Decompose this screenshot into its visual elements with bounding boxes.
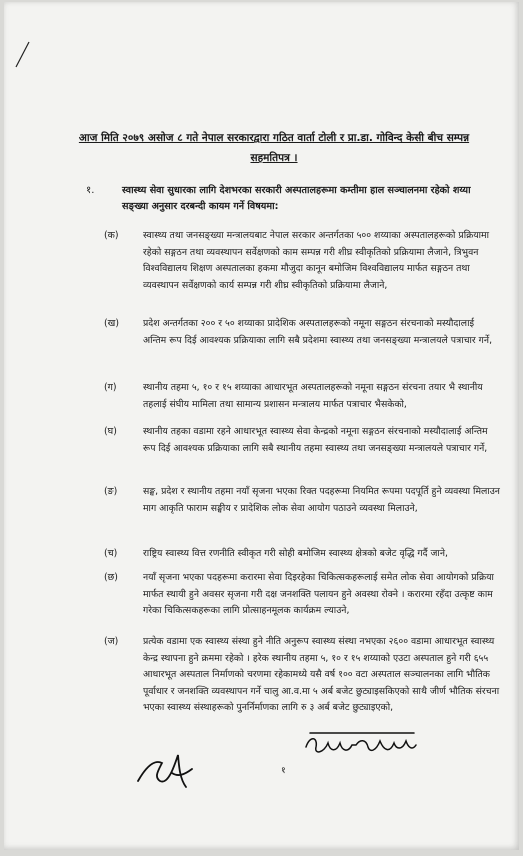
item-mark: (ख) <box>104 318 119 329</box>
item-text: प्रत्येक वडामा एक स्वास्थ्य संस्था हुने नीति अनुरूप स्वास्थ्य संस्था नभएका २६०० वडामा आधारभूत स्वास्थ्य केन्द्र स्थापना हुने क्रममा रहेको । हरेक स्थानीय तहमा ५, १० र १५ शय्याको एउटा अस्पताल हुने गरी ६५५ आधारभूत अस्पताल निर्माणको चरणमा रहेकामध्ये यसै वर्ष १०० वटा अस्पताल सञ्चालनका लागि भौतिक पूर्वाधार र जनशक्ति व्यवस्थापन गर्ने चालु आ.व.मा ५ अर्ब बजेट छुट्याइसकिएको साथै जीर्ण भौतिक संरचना भएका स्वास्थ्य संस्थाहरूको पुनर्निर्माणका लागि रु ३ अर्ब बजेट छुट्याइएको, <box>143 636 500 713</box>
item-mark: (च) <box>104 548 118 559</box>
pen-mark <box>12 40 32 70</box>
item-mark: (घ) <box>104 426 117 437</box>
item-mark: (क) <box>104 230 119 241</box>
item-text: नयाँ सृजना भएका पदहरूमा करारमा सेवा दिइरहेका चिकित्सकहरूलाई समेत लोक सेवा आयोगको प्रक्रिया मार्फत स्थायी हुने अवसर सृजना गरी दक्ष जनशक्ति पलायन हुने अवस्था रोक्ने । करारमा रहँदा उत्कृष्ट काम गरेका चिकित्सकहरूका लागि प्रोत्साहनमूलक कार्यक्रम ल्याउने, <box>143 572 494 616</box>
item-mark: (ज) <box>104 636 119 647</box>
item-text: सङ्घ, प्रदेश र स्थानीय तहमा नयाँ सृजना भएका रिक्त पदहरूमा नियमित रूपमा पदपूर्ति हुने व्यवस्था मिलाउन माग आकृति फाराम सङ्घीय र प्रादेशिक लोक सेवा आयोग पठाउने व्यवस्था मिलाउने, <box>143 486 500 514</box>
item-mark: (ङ) <box>104 486 118 497</box>
item-text: स्थानीय तहका वडामा रहने आधारभूत स्वास्थ्य सेवा केन्द्रको नमूना सङ्गठन संरचनाको मस्यौदालाई अन्तिम रूप दिई आवश्यक प्रक्रियाका लागि सबै स्थानीय तहमा स्वास्थ्य तथा जनसङ्ख्या मन्त्रालयले पत्राचार गर्ने, <box>143 426 488 454</box>
point-number: १. <box>86 185 95 196</box>
item-text: स्वास्थ्य तथा जनसङ्ख्या मन्त्रालयबाट नेपाल सरकार अन्तर्गतका ५०० शय्याका अस्पतालहरूको प्रक्रियामा रहेको सङ्गठन तथा व्यवस्थापन सर्वेक्षणको काम सम्पन्न गरी शीघ्र स्वीकृतिको प्रक्रियामा लैजाने, त्रिभुवन विश्वविद्यालय शिक्षण अस्पतालका हकमा मौजुदा कानून बमोजिम विश्वविद्यालय मार्फत सङ्गठन तथा व्यवस्थापन सर्वेक्षणको कार्य सम्पन्न गरी शीघ्र स्वीकृतिको प्रक्रियामा लैजाने, <box>143 230 490 291</box>
point-text: स्वास्थ्य सेवा सुधारका लागि देशभरका सरकारी अस्पतालहरूमा कम्तीमा हाल सञ्चालनमा रहेको शय्या सङ्ख्या अनुसार दरबन्दी कायम गर्ने विषयमा: <box>122 185 471 212</box>
document-page <box>4 2 519 850</box>
item-text: राष्ट्रिय स्वास्थ्य वित्त रणनीति स्वीकृत गरी सोही बमोजिम स्वास्थ्य क्षेत्रको बजेट वृद्धि गर्दै जाने, <box>143 548 448 559</box>
signature-right <box>302 725 422 765</box>
document-title: आज मिति २०७९ असोज ८ गते नेपाल सरकारद्वारा गठित वार्ता टोली र प्रा.डा. गोविन्द केसी बीच सम्पन्न सहमतिपत्र । <box>78 132 470 164</box>
page-number: १ <box>281 766 286 776</box>
signature-left <box>132 737 204 797</box>
item-mark: (छ) <box>104 572 118 583</box>
item-text: स्थानीय तहमा ५, १० र १५ शय्याका आधारभूत अस्पतालहरूको नमूना सङ्गठन संरचना तयार भै स्थानीय तहलाई संघीय मामिला तथा सामान्य प्रशासन मन्त्रालय मार्फत पत्राचार भैसकेको, <box>143 382 483 410</box>
item-text: प्रदेश अन्तर्गतका २०० र ५० शय्याका प्रादेशिक अस्पतालहरूको नमूना सङ्गठन संरचनाको मस्यौदालाई अन्तिम रूप दिई आवश्यक प्रक्रियाका लागि सबै प्रदेशमा स्वास्थ्य तथा जनसङ्ख्या मन्त्रालयले पत्राचार गर्ने, <box>143 318 493 346</box>
item-mark: (ग) <box>104 382 117 393</box>
